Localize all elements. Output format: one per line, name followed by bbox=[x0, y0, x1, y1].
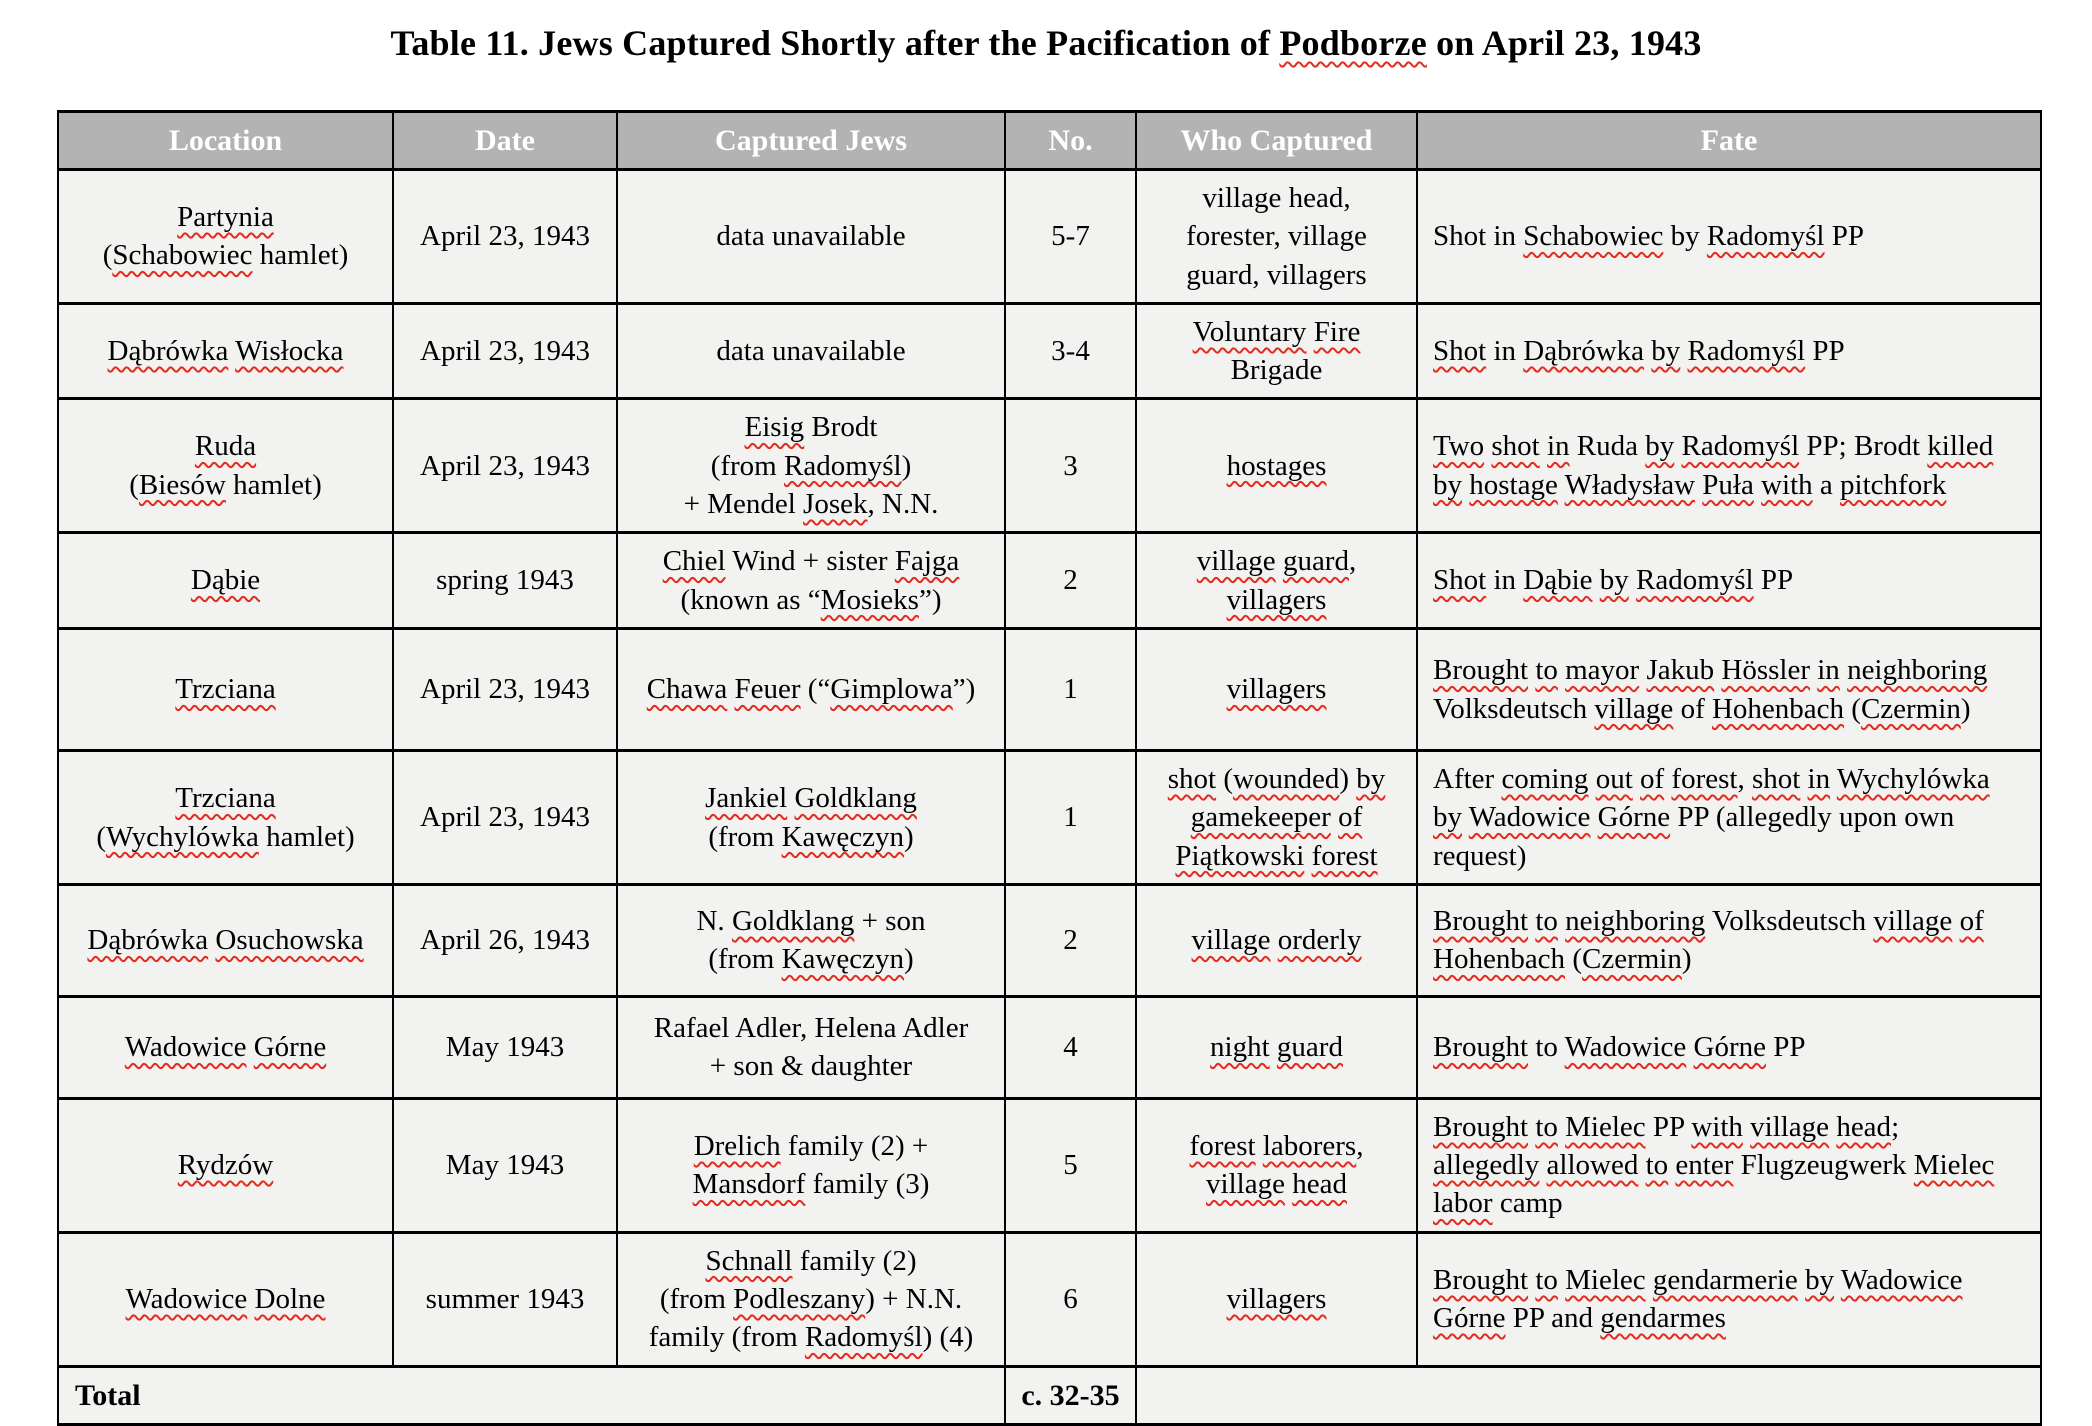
spellcheck-underline: Shot bbox=[1433, 334, 1487, 367]
cell-no: 2 bbox=[1005, 533, 1136, 629]
spellcheck-underline: Biesów bbox=[138, 468, 226, 501]
spellcheck-underline: Schabowiec bbox=[1523, 220, 1664, 253]
spellcheck-underline: Wisłocka bbox=[235, 334, 344, 367]
spellcheck-underline: Goldklang bbox=[794, 782, 917, 815]
cell-no: 4 bbox=[1005, 996, 1136, 1098]
spellcheck-underline: Radomyśl bbox=[1636, 564, 1754, 597]
spellcheck-underline: villagers bbox=[1226, 583, 1327, 616]
spellcheck-underline: Dąbrówka bbox=[107, 334, 229, 367]
spellcheck-underline: pitchfork bbox=[1840, 468, 1947, 501]
spellcheck-underline: Trzciana bbox=[175, 782, 276, 815]
spellcheck-underline: Dolne bbox=[254, 1282, 326, 1315]
spellcheck-underline: Eisig bbox=[744, 411, 805, 444]
spellcheck-underline: by bbox=[1805, 1263, 1835, 1296]
cell-captured: data unavailable bbox=[617, 303, 1005, 399]
spellcheck-underline: Drelich bbox=[693, 1130, 781, 1163]
cell-no: 2 bbox=[1005, 884, 1136, 996]
table-row bbox=[58, 751, 2041, 885]
cell-date: May 1943 bbox=[393, 996, 617, 1098]
cell-who: shot (wounded) by gamekeeper of Piątkowski forest bbox=[1136, 751, 1417, 885]
spellcheck-underline: in bbox=[1807, 763, 1831, 796]
cell-fate: Brought to Wadowice Górne PP bbox=[1417, 996, 2041, 1098]
table-row bbox=[58, 1098, 2041, 1232]
data-table bbox=[57, 110, 2042, 1426]
spellcheck-underline: village bbox=[1191, 924, 1271, 957]
cell-no: 5-7 bbox=[1005, 170, 1136, 304]
spellcheck-underline: head bbox=[1292, 1168, 1347, 1201]
spellcheck-underline: village bbox=[1594, 692, 1674, 725]
cell-who: village guard, villagers bbox=[1136, 533, 1417, 629]
spellcheck-underline: village bbox=[1750, 1110, 1830, 1143]
cell-location: Trzciana (Wychylówka hamlet) bbox=[58, 751, 393, 885]
cell-captured: Rafael Adler, Helena Adler + son & daughter bbox=[617, 996, 1005, 1098]
cell-fate: Two shot in Ruda by Radomyśl PP; Brodt killed by hostage Władysław Puła with a pitchfork bbox=[1417, 399, 2041, 533]
spellcheck-underline: with bbox=[1761, 468, 1813, 501]
spellcheck-underline: Piątkowski bbox=[1175, 839, 1305, 872]
spellcheck-underline: shot bbox=[1167, 763, 1217, 796]
spellcheck-underline: shot bbox=[1491, 430, 1540, 463]
spellcheck-underline: Hössler bbox=[1721, 654, 1810, 687]
cell-date: spring 1943 bbox=[393, 533, 617, 629]
cell-location bbox=[58, 1232, 393, 1366]
spellcheck-underline: of bbox=[1338, 801, 1363, 834]
column-header-location: Location bbox=[58, 112, 393, 170]
cell-captured: Chawa Feuer (“Gimplowa”) bbox=[617, 629, 1005, 751]
spellcheck-underline: hostages bbox=[1226, 449, 1327, 482]
spellcheck-underline: guard bbox=[1276, 1031, 1343, 1064]
spellcheck-underline: Podleszany bbox=[733, 1282, 866, 1315]
spellcheck-underline: Radomyśl bbox=[1687, 334, 1806, 367]
column-header-date: Date bbox=[393, 112, 617, 170]
spellcheck-underline: Mosieks bbox=[820, 583, 919, 616]
cell-fate: After coming out of forest, shot in Wychylówka by Wadowice Górne PP (allegedly upon own request) bbox=[1417, 751, 2041, 885]
cell-no: 3 bbox=[1005, 399, 1136, 533]
spellcheck-underline: labor bbox=[1433, 1187, 1493, 1220]
cell-fate: Brought to Mielec gendarmerie by Wadowice Górne PP and gendarmes bbox=[1417, 1232, 2041, 1366]
table-row bbox=[58, 884, 2041, 996]
cell-date: May 1943 bbox=[393, 1098, 617, 1232]
spellcheck-underline: of bbox=[1640, 763, 1665, 796]
spellcheck-underline: allowed bbox=[1546, 1149, 1639, 1182]
cell-no: 6 bbox=[1005, 1232, 1136, 1366]
spellcheck-underline: forest bbox=[1189, 1130, 1256, 1163]
table-row bbox=[58, 996, 2041, 1098]
spellcheck-underline: Goldklang bbox=[731, 905, 855, 938]
spellcheck-underline: to bbox=[1535, 654, 1558, 687]
spellcheck-underline: villagers bbox=[1226, 1282, 1327, 1315]
spellcheck-underline: Mansdorf bbox=[692, 1168, 806, 1201]
spellcheck-underline: Chiel bbox=[662, 545, 726, 578]
spellcheck-underline: Wadowice bbox=[1468, 801, 1591, 834]
cell-captured: Drelich family (2) + Mansdorf family (3) bbox=[617, 1098, 1005, 1232]
spellcheck-underline: Wadowice bbox=[124, 1031, 247, 1064]
spellcheck-underline: Dąbie bbox=[190, 564, 261, 597]
cell-date: April 23, 1943 bbox=[393, 303, 617, 399]
spellcheck-underline: forest bbox=[1671, 763, 1738, 796]
cell-who: forest laborers, village head bbox=[1136, 1098, 1417, 1232]
cell-location bbox=[58, 629, 393, 751]
cell-captured: Chiel Wind + sister Fajga (known as “Mosieks”) bbox=[617, 533, 1005, 629]
spellcheck-underline: Radomyśl bbox=[804, 1321, 923, 1354]
cell-who bbox=[1136, 996, 1417, 1098]
spellcheck-underline: Radomyśl bbox=[783, 449, 902, 482]
spellcheck-underline: gamekeeper bbox=[1190, 801, 1331, 834]
spellcheck-underline: Ruda bbox=[194, 430, 257, 463]
cell-location bbox=[58, 996, 393, 1098]
table-row bbox=[58, 533, 2041, 629]
spellcheck-underline: neighboring bbox=[1847, 654, 1988, 687]
spellcheck-underline: by bbox=[1645, 430, 1675, 463]
spellcheck-underline: to bbox=[1535, 905, 1558, 938]
cell-who bbox=[1136, 629, 1417, 751]
spellcheck-underline: Kawęczyn bbox=[781, 820, 904, 853]
cell-date: April 26, 1943 bbox=[393, 884, 617, 996]
total-label: Total bbox=[58, 1366, 1005, 1425]
spellcheck-underline: Górne bbox=[1433, 1302, 1506, 1335]
column-header-who: Who Captured bbox=[1136, 112, 1417, 170]
spellcheck-underline: gendarmes bbox=[1600, 1302, 1726, 1335]
spellcheck-underline: Górne bbox=[253, 1031, 327, 1064]
spellcheck-underline: Fajga bbox=[894, 545, 960, 578]
spellcheck-underline: Hohenbach bbox=[1433, 943, 1566, 976]
spellcheck-underline: mayor bbox=[1565, 654, 1640, 687]
table-row bbox=[58, 303, 2041, 399]
spellcheck-underline: guard bbox=[1282, 545, 1349, 578]
spellcheck-underline: head bbox=[1836, 1110, 1892, 1143]
spellcheck-underline: enter bbox=[1675, 1149, 1734, 1182]
spellcheck-underline: Voluntary bbox=[1192, 315, 1307, 348]
cell-no: 1 bbox=[1005, 751, 1136, 885]
cell-no: 1 bbox=[1005, 629, 1136, 751]
spellcheck-underline: Josek bbox=[803, 487, 868, 520]
spellcheck-underline: Brought bbox=[1433, 1263, 1529, 1296]
spellcheck-underline: Kawęczyn bbox=[781, 943, 904, 976]
spellcheck-underline: Radomyśl bbox=[1681, 430, 1800, 463]
spellcheck-underline: Mielec bbox=[1565, 1263, 1646, 1296]
spellcheck-underline: Władysław bbox=[1564, 468, 1696, 501]
spellcheck-underline: Dąbrówka bbox=[87, 924, 209, 957]
table-row bbox=[58, 629, 2041, 751]
spellcheck-underline: of bbox=[1959, 905, 1984, 938]
table-row bbox=[58, 170, 2041, 304]
cell-date: April 23, 1943 bbox=[393, 399, 617, 533]
spellcheck-underline: Osuchowska bbox=[215, 924, 364, 957]
spellcheck-underline: by bbox=[1356, 763, 1386, 796]
spellcheck-underline: to bbox=[1535, 1263, 1558, 1296]
table-title: Table 11. Jews Captured Shortly after the Pacification of Podborze on April 23, 1943 bbox=[390, 23, 1702, 63]
spellcheck-underline: hostage bbox=[1469, 468, 1558, 501]
spellcheck-underline: Gimplowa bbox=[830, 673, 953, 706]
spellcheck-underline: gendarmerie bbox=[1652, 1263, 1798, 1296]
spellcheck-underline: night bbox=[1210, 1031, 1270, 1064]
spellcheck-underline: by bbox=[1599, 564, 1629, 597]
table-row bbox=[58, 399, 2041, 533]
total-empty-cell bbox=[1136, 1366, 2041, 1425]
total-number: c. 32-35 bbox=[1005, 1366, 1136, 1425]
spellcheck-underline: Shot bbox=[1433, 564, 1487, 597]
cell-location: Partynia (Schabowiec hamlet) bbox=[58, 170, 393, 304]
cell-no: 5 bbox=[1005, 1098, 1136, 1232]
spellcheck-underline: Radomyśl bbox=[1706, 220, 1825, 253]
cell-who: Voluntary Fire Brigade bbox=[1136, 303, 1417, 399]
spellcheck-underline: Górne bbox=[1693, 1031, 1767, 1064]
spellcheck-underline: out bbox=[1595, 763, 1633, 796]
spellcheck-underline: Dąbrówka bbox=[1523, 334, 1645, 367]
cell-date: April 23, 1943 bbox=[393, 170, 617, 304]
spellcheck-underline: laborers bbox=[1262, 1130, 1357, 1163]
spellcheck-underline: Górne bbox=[1597, 801, 1671, 834]
spellcheck-underline: villagers bbox=[1226, 673, 1327, 706]
cell-location bbox=[58, 303, 393, 399]
spellcheck-underline: village bbox=[1873, 905, 1953, 938]
spellcheck-underline: to bbox=[1645, 1149, 1669, 1182]
cell-who bbox=[1136, 1232, 1417, 1366]
spellcheck-underline: Wadowice bbox=[1840, 1263, 1963, 1296]
table-header-row bbox=[58, 112, 2041, 170]
spellcheck-underline: Schabowiec bbox=[112, 239, 253, 272]
column-header-no: No. bbox=[1005, 112, 1136, 170]
spellcheck-underline: Puła bbox=[1702, 468, 1754, 501]
spellcheck-underline: Hohenbach bbox=[1711, 692, 1845, 725]
spellcheck-underline: village bbox=[1206, 1168, 1285, 1201]
table-row bbox=[58, 1232, 2041, 1366]
cell-date: April 23, 1943 bbox=[393, 751, 617, 885]
spellcheck-underline: Brought bbox=[1433, 1031, 1529, 1064]
spellcheck-underline: Podborze bbox=[1279, 23, 1427, 63]
cell-fate: Brought to mayor Jakub Hössler in neighboring Volksdeutsch village of Hohenbach (Czermin) bbox=[1417, 629, 2041, 751]
spellcheck-underline: Trzciana bbox=[175, 673, 276, 706]
cell-who bbox=[1136, 399, 1417, 533]
spellcheck-underline: Wychylówka bbox=[105, 820, 259, 853]
spellcheck-underline: killed bbox=[1927, 430, 1994, 463]
cell-fate: Shot in Dąbrówka by Radomyśl PP bbox=[1417, 303, 2041, 399]
spellcheck-underline: in bbox=[1817, 654, 1840, 687]
cell-captured: Schnall family (2) (from Podleszany) + N.N. family (from Radomyśl) (4) bbox=[617, 1232, 1005, 1366]
spellcheck-underline: Mielec bbox=[1913, 1149, 1995, 1182]
spellcheck-underline: Wychylówka bbox=[1836, 763, 1990, 796]
cell-location: Ruda (Biesów hamlet) bbox=[58, 399, 393, 533]
spellcheck-underline: allegedly bbox=[1433, 1149, 1540, 1182]
cell-fate: Shot in Dąbie by Radomyśl PP bbox=[1417, 533, 2041, 629]
spellcheck-underline: Rydzów bbox=[177, 1149, 274, 1182]
column-header-fate: Fate bbox=[1417, 112, 2041, 170]
spellcheck-underline: to bbox=[1535, 1110, 1558, 1143]
spellcheck-underline: Dąbie bbox=[1523, 564, 1593, 597]
total-row bbox=[58, 1366, 2041, 1425]
spellcheck-underline: wounded bbox=[1233, 763, 1340, 796]
spellcheck-underline: Czermin bbox=[1860, 692, 1961, 725]
spellcheck-underline: village bbox=[1196, 545, 1276, 578]
spellcheck-underline: in bbox=[1546, 430, 1570, 463]
spellcheck-underline: Chawa bbox=[646, 673, 728, 706]
spellcheck-underline: Wadowice bbox=[125, 1282, 248, 1315]
spellcheck-underline: Two bbox=[1433, 430, 1485, 463]
spellcheck-underline: Partynia bbox=[177, 201, 274, 234]
spellcheck-underline: Feuer bbox=[734, 673, 801, 706]
cell-location bbox=[58, 884, 393, 996]
spellcheck-underline: by bbox=[1651, 334, 1681, 367]
cell-fate: Brought to neighboring Volksdeutsch village of Hohenbach (Czermin) bbox=[1417, 884, 2041, 996]
cell-captured: Eisig Brodt (from Radomyśl) + Mendel Josek, N.N. bbox=[617, 399, 1005, 533]
spellcheck-underline: neighboring bbox=[1565, 905, 1706, 938]
spellcheck-underline: Brought bbox=[1433, 654, 1529, 687]
cell-date: summer 1943 bbox=[393, 1232, 617, 1366]
spellcheck-underline: with bbox=[1691, 1110, 1743, 1143]
spellcheck-underline: Jakub bbox=[1646, 654, 1715, 687]
spellcheck-underline: by bbox=[1433, 468, 1462, 501]
spellcheck-underline: orderly bbox=[1277, 924, 1362, 957]
cell-captured: data unavailable bbox=[617, 170, 1005, 304]
cell-location bbox=[58, 533, 393, 629]
cell-location bbox=[58, 1098, 393, 1232]
spellcheck-underline: Brought bbox=[1433, 1110, 1529, 1143]
spellcheck-underline: forest bbox=[1311, 839, 1378, 872]
cell-fate: Brought to Mielec PP with village head; allegedly allowed to enter Flugzeugwerk Mielec labor camp bbox=[1417, 1098, 2041, 1232]
spellcheck-underline: shot bbox=[1751, 763, 1801, 796]
spellcheck-underline: Fire bbox=[1313, 315, 1361, 348]
cell-captured: N. Goldklang + son (from Kawęczyn) bbox=[617, 884, 1005, 996]
spellcheck-underline: coming bbox=[1501, 763, 1589, 796]
spellcheck-underline: Mielec bbox=[1565, 1110, 1646, 1143]
cell-no: 3-4 bbox=[1005, 303, 1136, 399]
spellcheck-underline: by bbox=[1433, 801, 1462, 834]
spellcheck-underline: Wadowice bbox=[1564, 1031, 1687, 1064]
spellcheck-underline: Czermin bbox=[1581, 943, 1682, 976]
spellcheck-underline: Jankiel bbox=[705, 782, 788, 815]
cell-fate: Shot in Schabowiec by Radomyśl PP bbox=[1417, 170, 2041, 304]
cell-who bbox=[1136, 884, 1417, 996]
spellcheck-underline: Schnall bbox=[705, 1244, 793, 1277]
spellcheck-underline: Brought bbox=[1433, 905, 1529, 938]
column-header-captured: Captured Jews bbox=[617, 112, 1005, 170]
cell-who: village head, forester, village guard, villagers bbox=[1136, 170, 1417, 304]
cell-date: April 23, 1943 bbox=[393, 629, 617, 751]
cell-captured: Jankiel Goldklang (from Kawęczyn) bbox=[617, 751, 1005, 885]
